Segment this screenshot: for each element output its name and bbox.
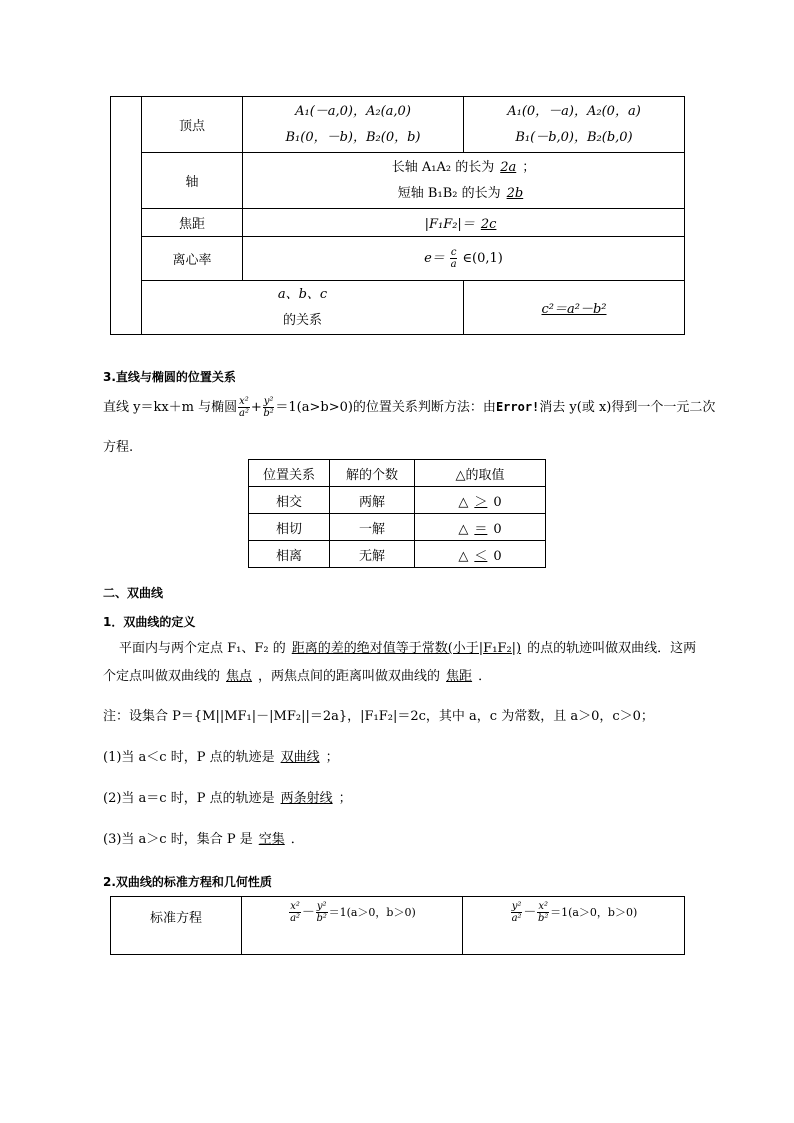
delta-op: ＜ [474,548,488,564]
vertex-label: 顶点 [142,97,243,153]
delta-symbol: △ [458,521,469,537]
set-note: 注：设集合 P＝{M||MF₁|－|MF₂||＝2a}，|F₁F₂|＝2c，其中 a，c 为常数，且 a＞0，c＞0； [103,709,654,724]
delta-symbol: △ [458,548,469,564]
delta-zero: 0 [493,521,502,537]
delta-op: ＝ [474,521,488,537]
s3-frac2-num: y² [263,396,274,407]
ecc-num: c [450,247,457,258]
eq1-frac2 [316,901,328,924]
vertex-horizontal-cell [243,97,464,153]
case-3 [103,828,304,847]
section3-paragraph [103,396,715,419]
eq1-d2: b² [316,913,327,924]
s3-text-c: 消去 y(或 x)得到一个一元二次 [539,400,716,415]
s3-text-d: 方程. [103,440,134,455]
s3-text-b: ＝1(a>b>0)的位置关系判断方法：由 [275,400,496,415]
def-text-a: 平面内与两个定点 F₁、F₂ 的 [119,641,286,656]
ecc-suffix: ∈(0,1) [462,251,503,266]
std-eq-heading: 2.双曲线的标准方程和几何性质 [103,875,272,889]
s3-frac1 [238,396,250,419]
ecc-fraction-wrap [445,247,463,270]
major-axis-text: 长轴 A₁A₂ 的长为 [391,159,495,175]
vertex-h-line2: B₁(0，－b)，B₂(0，b) [285,129,421,145]
vertex-h-line1: A₁(－a,0)，A₂(a,0) [295,103,411,119]
case-1 [103,746,339,765]
row-relation: 相离 [249,541,330,568]
def-blank-focal-distance: 焦距 [446,669,473,684]
eq1-frac1 [289,901,301,924]
case3-blank: 空集 [258,832,285,847]
minor-axis-line [243,181,684,207]
abc-label-2: 的关系 [282,312,322,328]
ecc-den: a [450,259,457,270]
def-blank-distance: 距离的差的绝对值等于常数(小于|F₁F₂|) [291,641,522,656]
eq2-frac1 [511,901,523,924]
abc-value: c²＝a²－b² [541,302,607,317]
position-relation-table [248,459,546,568]
axis-label: 轴 [142,153,243,209]
row-count: 两解 [330,487,415,514]
s3-frac2-den: b² [263,408,274,419]
case2-blank: 两条射线 [280,791,333,806]
minor-axis-value: 2b [506,185,524,201]
focal-value: 2c [480,217,497,232]
s3-frac1-num: x² [239,396,249,407]
def-blank-foci: 焦点 [226,669,253,684]
row-count: 无解 [330,541,415,568]
case1-blank: 双曲线 [280,750,320,765]
vertex-v-line1: A₁(0，－a)，A₂(0，a) [507,103,641,119]
def-paragraph-line2 [103,665,491,684]
s3-error-text: Error! [495,400,540,414]
section3-heading: 3.直线与椭圆的位置关系 [103,370,236,384]
abc-label-1: a、b、c [277,286,328,302]
major-axis-line [243,155,684,181]
blank-side-cell [111,97,142,335]
def2-text-c: ，两焦点间的距离叫做双曲线的 [258,669,441,684]
std-label: 标准方程 [111,897,242,955]
std-eq-vertical [463,897,685,955]
major-axis-value: 2a [500,159,517,175]
ecc-prefix: e＝ [424,251,445,266]
focal-label: 焦距 [142,209,243,237]
eq1-n1: x² [290,901,300,912]
s3-text-a: 直线 y＝kx＋m 与椭圆 [103,400,238,415]
eq1-minus: － [301,905,315,920]
case-2 [103,787,352,806]
eq2-frac2 [537,901,549,924]
ellipse-properties-table [110,96,685,335]
case2-end: ； [338,791,352,806]
eq1-d1: a² [290,913,301,924]
delta-op: ＞ [474,494,488,510]
def-text-c: 的点的轨迹叫做双曲线．这两 [527,641,697,656]
eq2-minus: － [523,905,537,920]
row-delta [415,541,546,568]
s3-frac1-den: a² [238,408,249,419]
major-axis-suffix: ； [522,159,536,175]
eq1-n2: y² [316,901,327,912]
header-count: 解的个数 [330,460,415,487]
header-delta: △的取值 [415,460,546,487]
std-eq-horizontal [242,897,463,955]
header-relation: 位置关系 [249,460,330,487]
case3-text: (3)当 a＞c 时，集合 P 是 [103,832,253,847]
hyperbola-std-table [110,896,685,955]
delta-zero: 0 [493,548,502,564]
def2-text-e: ． [478,669,492,684]
axis-cell [243,153,685,209]
eq2-n2: x² [538,901,549,912]
vertex-v-line2: B₁(－b,0)，B₂(b,0) [515,129,633,145]
hyperbola-def-heading: 1．双曲线的定义 [103,615,196,629]
case2-text: (2)当 a＝c 时，P 点的轨迹是 [103,791,275,806]
def-paragraph-line1 [119,637,696,656]
delta-zero: 0 [493,494,502,510]
row-delta [415,487,546,514]
case1-end: ； [325,750,339,765]
eq2-d2: b² [538,913,549,924]
minor-axis-text: 短轴 B₁B₂ 的长为 [397,185,501,201]
row-relation: 相切 [249,514,330,541]
eq1-tail: ＝1(a＞0，b＞0) [328,906,416,919]
delta-symbol: △ [458,494,469,510]
focal-cell [243,209,685,237]
case1-text: (1)当 a＜c 时，P 点的轨迹是 [103,750,275,765]
s3-frac2 [263,396,275,419]
eq2-d1: a² [511,913,522,924]
eq2-n1: y² [511,901,522,912]
case3-end: ． [290,832,304,847]
focal-text: |F₁F₂|＝ [424,217,475,232]
abc-label-cell [142,281,464,335]
abc-value-cell [464,281,685,335]
row-delta [415,514,546,541]
s3-plus: + [250,400,262,415]
ecc-fraction [450,247,458,270]
hyperbola-section-title: 二、双曲线 [103,586,164,600]
vertex-vertical-cell [464,97,685,153]
row-relation: 相交 [249,487,330,514]
def2-text-a: 个定点叫做双曲线的 [103,669,221,684]
eccentricity-label: 离心率 [142,237,243,281]
eq2-tail: ＝1(a＞0，b＞0) [550,906,638,919]
eccentricity-cell [243,237,685,281]
row-count: 一解 [330,514,415,541]
